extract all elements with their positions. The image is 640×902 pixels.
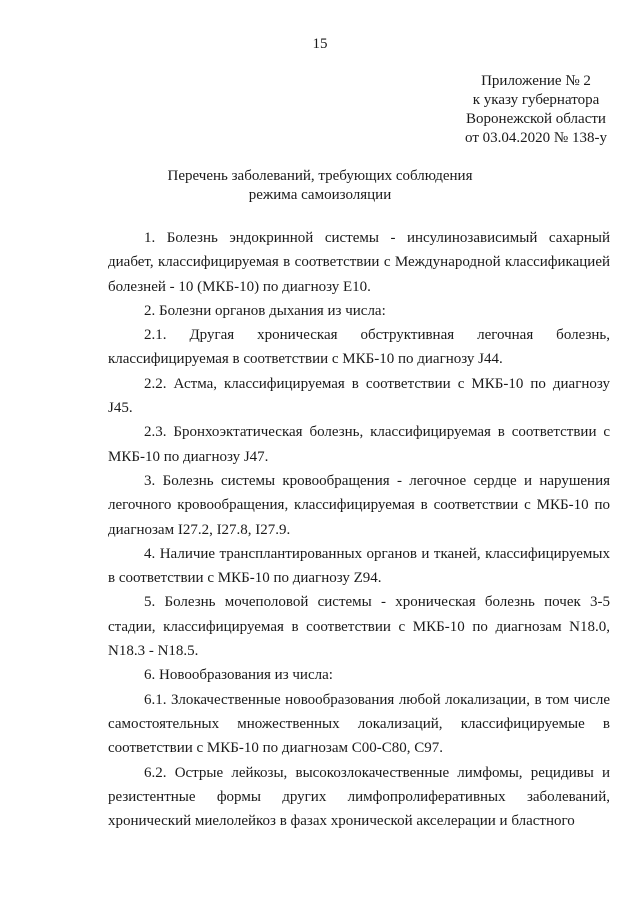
appendix-line: к указу губернатора — [472, 92, 600, 108]
appendix-line: Воронежской области — [466, 111, 606, 127]
appendix-line: Приложение № 2 — [481, 73, 591, 89]
list-item: 2.3. Бронхоэктатическая болезнь, классифицируемая в соответствии с МКБ-10 по диагнозу J47. — [108, 424, 610, 465]
appendix-header — [446, 72, 626, 148]
list-item: 6.1. Злокачественные новообразования любой локализации, в том числе самостоятельных множественных локализаций, классифицируемые в соответствии с МКБ-10 по диагнозам C00-C80, C97. — [108, 691, 610, 757]
list-item: 3. Болезнь системы кровообращения - легочное сердце и нарушения легочного кровообращения, классифицируемая в соответствии с МКБ-10 по диагнозам I27.2, I27.8, I27.9. — [108, 472, 610, 538]
document-title — [0, 167, 640, 205]
title-line: режима самоизоляции — [248, 187, 392, 203]
disease-list — [108, 226, 610, 833]
list-item: 4. Наличие трансплантированных органов и тканей, классифицируемых в соответствии с МКБ-10 по диагнозу Z94. — [108, 545, 610, 587]
list-item: 5. Болезнь мочеполовой системы - хроническая болезнь почек 3-5 стадии, классифицируемая в соответствии с МКБ-10 по диагнозам N18.0, N18.3 - N18.5. — [108, 594, 610, 660]
appendix-line: от 03.04.2020 № 138-у — [465, 130, 607, 146]
list-item: 2.1. Другая хроническая обструктивная легочная болезнь, классифицируемая в соответствии с МКБ-10 по диагнозу J44. — [108, 327, 610, 368]
list-item: 6.2. Острые лейкозы, высокозлокачественные лимфомы, рецидивы и резистентные формы других лимфопролиферативных заболеваний, хронический миелолейкоз в фазах хронической акселерации и бластного — [108, 764, 610, 830]
page-number: 15 — [312, 36, 328, 52]
list-item: 1. Болезнь эндокринной системы - инсулинозависимый сахарный диабет, классифицируемая в соответствии с Международной классификацией болезней - 10 (МКБ-10) по диагнозу E10. — [108, 230, 610, 295]
title-line: Перечень заболеваний, требующих соблюдения — [167, 168, 473, 184]
list-item: 2.2. Астма, классифицируемая в соответствии с МКБ-10 по диагнозу J45. — [108, 375, 610, 417]
list-item: 2. Болезни органов дыхания из числа: — [144, 302, 386, 319]
list-item: 6. Новообразования из числа: — [144, 667, 333, 684]
